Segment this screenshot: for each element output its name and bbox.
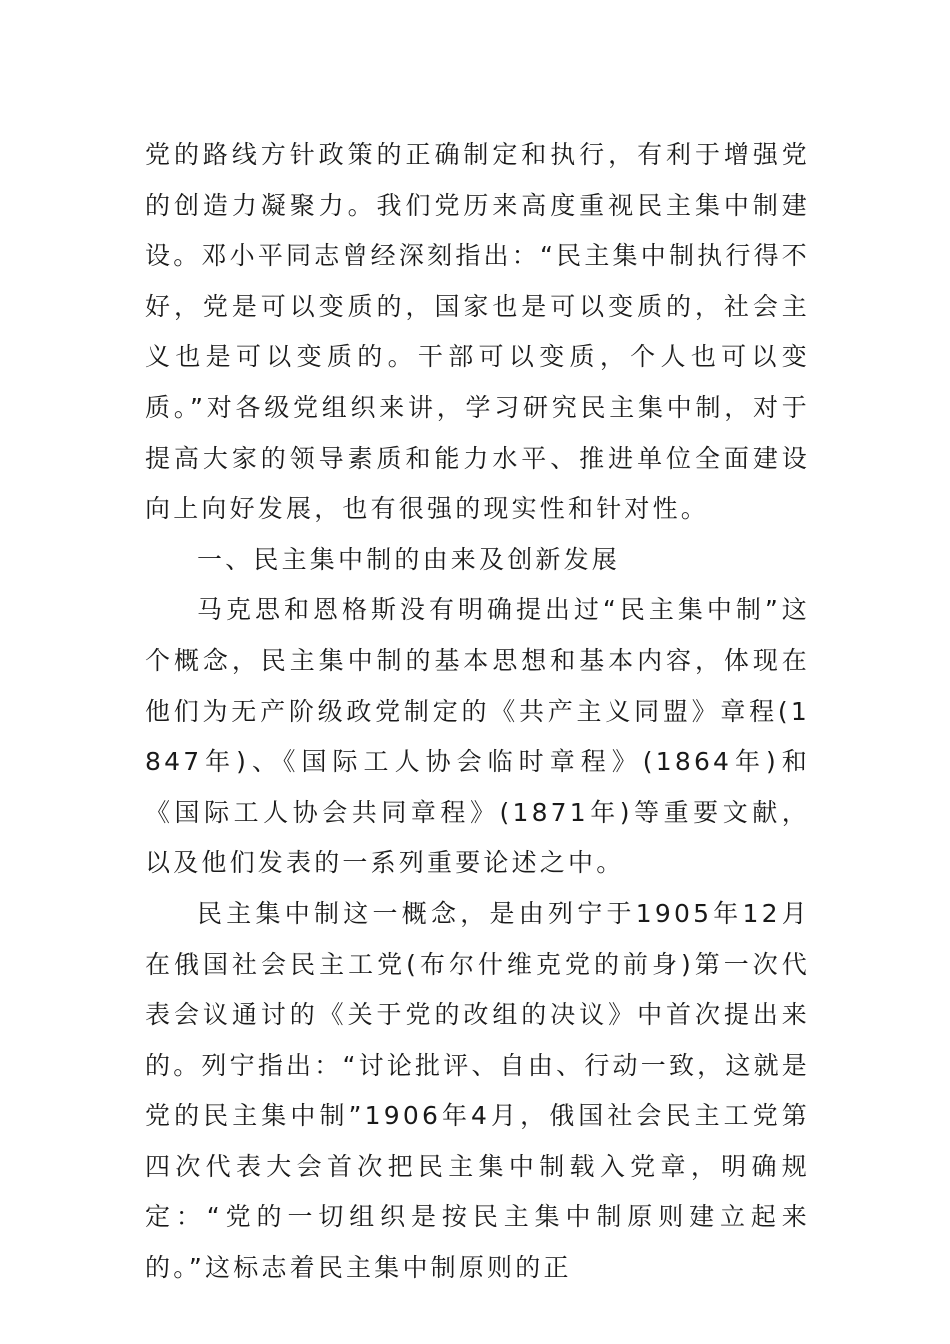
paragraph-lenin: 民主集中制这一概念，是由列宁于1905年12月在俄国社会民主工党(布尔什维克党的前身)第一次代表会议通讨的《关于党的改组的决议》中首次提出来的。列宁指出：“讨论批评、自由、行动一致，这就是党的民主集中制”1906年4月，俄国社会民主工党第四次代表大会首次把民主集中制载入党章，明确规定：“党的一切组织是按民主集中制原则建立起来的。”这标志着民主集中制原则的正 [145, 898, 810, 1283]
document-body [145, 130, 822, 1294]
paragraph-democratic-centralism-importance: 党的路线方针政策的正确制定和执行，有利于增强党的创造力凝聚力。我们党历来高度重视民主集中制建设。邓小平同志曾经深刻指出：“民主集中制执行得不好，党是可以变质的，国家也是可以变质的，社会主义也是可以变质的。干部可以变质，个人也可以变质。”对各级党组织来讲，学习研究民主集中制，对于提高大家的领导素质和能力水平、推进单位全面建设向上向好发展，也有很强的现实性和针对性。 [145, 140, 810, 524]
section-heading-origin-and-development: 一、民主集中制的由来及创新发展 [197, 544, 621, 574]
paragraph-marx-engels: 马克思和恩格斯没有明确提出过“民主集中制”这个概念，民主集中制的基本思想和基本内容，体现在他们为无产阶级政党制定的《共产主义同盟》章程(1847年)、《国际工人协会临时章程》(1864年)和《国际工人协会共同章程》(1871年)等重要文献， 以及他们发表的一系列重要论述之中。 [145, 595, 822, 878]
